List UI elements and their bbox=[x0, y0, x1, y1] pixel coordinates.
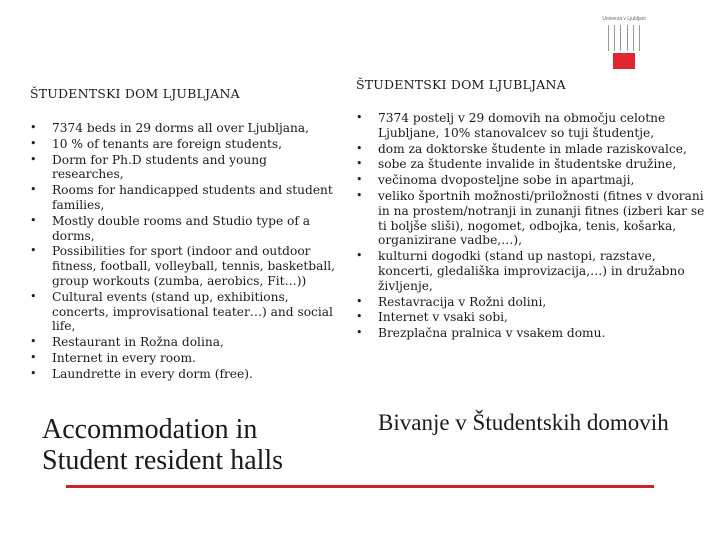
right-list-item bbox=[356, 157, 712, 172]
right-list-item bbox=[356, 310, 712, 325]
left-column bbox=[30, 121, 342, 383]
list-item-text: Restaurant in Rožna dolina, bbox=[52, 335, 224, 350]
accent-divider-line bbox=[66, 485, 654, 488]
list-item-text: Possibilities for sport (indoor and outdoor fitness, football, volleyball, tennis, basketball, group workouts (zumba, aerobics, Fit…)) bbox=[52, 244, 336, 288]
left-bullet-list bbox=[30, 121, 342, 382]
bullet-icon: • bbox=[356, 326, 363, 340]
left-heading: ŠTUDENTSKI DOM LJUBLJANA bbox=[30, 86, 240, 101]
bullet-icon: • bbox=[30, 244, 37, 258]
list-item-text: Brezplačna pralnica v vsakem domu. bbox=[378, 326, 606, 341]
right-heading: ŠTUDENTSKI DOM LJUBLJANA bbox=[356, 77, 566, 92]
right-footer-title: Bivanje v Študentskih domovih bbox=[378, 410, 669, 435]
left-list-item bbox=[30, 290, 342, 334]
list-item-text: Rooms for handicapped students and student families, bbox=[52, 183, 333, 212]
right-column bbox=[356, 111, 712, 342]
right-list-item bbox=[356, 326, 712, 341]
bullet-icon: • bbox=[30, 366, 37, 380]
left-list-item bbox=[30, 367, 342, 382]
list-item-text: sobe za študente invalide in študentske družine, bbox=[378, 157, 677, 172]
bullet-icon: • bbox=[356, 249, 363, 263]
bullet-icon: • bbox=[30, 121, 37, 134]
left-list-item bbox=[30, 335, 342, 350]
list-item-text: večinoma dvoposteljne sobe in apartmaji, bbox=[378, 173, 635, 188]
left-list-item bbox=[30, 214, 342, 244]
list-item-text: 7374 beds in 29 dorms all over Ljubljana, bbox=[52, 121, 310, 135]
bullet-icon: • bbox=[30, 136, 37, 150]
bullet-icon: • bbox=[30, 183, 37, 197]
bullet-icon: • bbox=[356, 157, 363, 171]
logo-columns-graphic bbox=[606, 25, 642, 51]
left-list-item bbox=[30, 351, 342, 366]
bullet-icon: • bbox=[356, 294, 363, 308]
list-item-text: Dorm for Ph.D students and young researches, bbox=[52, 152, 267, 182]
university-logo bbox=[594, 16, 654, 78]
list-item-text: veliko športnih možnosti/priložnosti (fitnes v dvorani in na prostem/notranji in zunanji fitnes (izberi kar se ti boljše sliši), nogomet, odbojka, tenis, košarka, organizirane vadbe,…), bbox=[378, 188, 705, 248]
bullet-icon: • bbox=[30, 289, 37, 303]
bullet-icon: • bbox=[356, 111, 363, 124]
right-list-item bbox=[356, 249, 712, 293]
list-item-text: Restavracija v Rožni dolini, bbox=[378, 294, 547, 309]
left-footer-title: Accommodation in Student resident halls bbox=[42, 414, 284, 476]
bullet-icon: • bbox=[30, 152, 37, 166]
list-item-text: Internet in every room. bbox=[52, 350, 196, 365]
list-item-text: Mostly double rooms and Studio type of a dorms, bbox=[52, 213, 311, 243]
list-item-text: Cultural events (stand up, exhibitions, concerts, improvisational teater…) and social life, bbox=[52, 289, 333, 334]
left-list-item bbox=[30, 153, 342, 183]
bullet-icon: • bbox=[30, 335, 37, 349]
right-list-item bbox=[356, 111, 712, 141]
logo-red-block bbox=[613, 53, 635, 69]
list-item-text: kulturni dogodki (stand up nastopi, razstave, koncerti, gledališka improvizacija,…) in družabno življenje, bbox=[378, 249, 685, 293]
right-list-item bbox=[356, 142, 712, 157]
right-list-item bbox=[356, 173, 712, 188]
list-item-text: 10 % of tenants are foreign students, bbox=[52, 136, 283, 151]
right-list-item bbox=[356, 189, 712, 248]
right-list-item bbox=[356, 295, 712, 310]
left-list-item bbox=[30, 183, 342, 213]
bullet-icon: • bbox=[356, 188, 363, 202]
list-item-text: dom za doktorske študente in mlade raziskovalce, bbox=[378, 141, 687, 156]
right-bullet-list bbox=[356, 111, 712, 341]
bullet-icon: • bbox=[356, 173, 363, 187]
bullet-icon: • bbox=[30, 213, 37, 227]
list-item-text: 7374 postelj v 29 domovih na območju celotne Ljubljane, 10% stanovalcev so tuji študentje, bbox=[378, 111, 666, 140]
logo-text: Univerza v Ljubljani bbox=[602, 16, 646, 22]
list-item-text: Internet v vsaki sobi, bbox=[378, 310, 508, 325]
bullet-icon: • bbox=[356, 141, 363, 155]
left-list-item bbox=[30, 244, 342, 288]
left-list-item bbox=[30, 121, 342, 136]
left-list-item bbox=[30, 137, 342, 152]
list-item-text: Laundrette in every dorm (free). bbox=[52, 366, 253, 381]
bullet-icon: • bbox=[356, 310, 363, 324]
bullet-icon: • bbox=[30, 350, 37, 364]
